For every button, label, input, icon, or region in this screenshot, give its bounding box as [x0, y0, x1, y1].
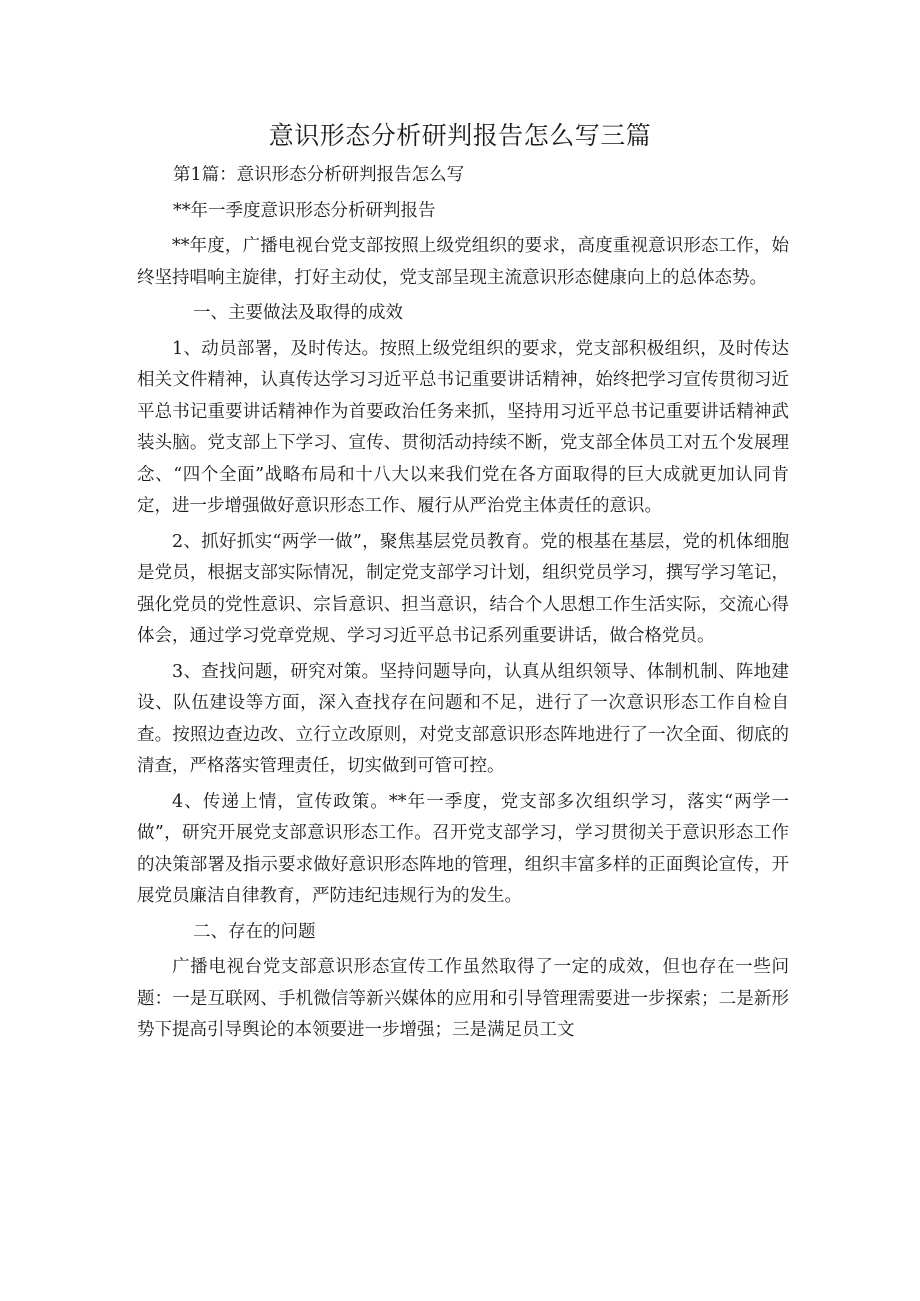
section-label: 第1篇：意识形态分析研判报告怎么写	[173, 165, 465, 185]
heading-achievements: 一、主要做法及取得的成效	[193, 303, 403, 323]
paragraph-item-3: 3、查找问题，研究对策。坚持问题导向，认真从组织领导、体制机制、阵地建设、队伍建设等方面，深入查找存在问题和不足，进行了一次意识形态工作自检自查。按照边查边改、立行立改原则，对党支部意识形态阵地进行了一次全面、彻底的清查，严格落实管理责任，切实做到可管可控。	[137, 661, 789, 776]
paragraph-item-4: 4、传递上情，宣传政策。**年一季度，党支部多次组织学习，落实“两学一做”，研究开展党支部意识形态工作。召开党支部学习，学习贯彻关于意识形态工作的决策部署及指示要求做好意识形态阵地的管理，组织丰富多样的正面舆论宣传，开展党员廉洁自律教育，严防违纪违规行为的发生。	[137, 791, 789, 906]
paragraph-problems: 广播电视台党支部意识形态宣传工作虽然取得了一定的成效，但也存在一些问题：一是互联网、手机微信等新兴媒体的应用和引导管理需要进一步探索；二是新形势下提高引导舆论的本领要进一步增强；三是满足员工文	[137, 957, 789, 1040]
heading-problems: 二、存在的问题	[193, 921, 316, 942]
report-title: **年一季度意识形态分析研判报告	[173, 200, 436, 221]
paragraph-item-1: 1、动员部署，及时传达。按照上级党组织的要求，党支部积极组织，及时传达相关文件精神，认真传达学习习近平总书记重要讲话精神，始终把学习宣传贯彻习近平总书记重要讲话精神作为首要政治任务来抓，坚持用习近平总书记重要讲话精神武装头脑。党支部上下学习、宣传、贯彻活动持续不断，党支部全体员工对五个发展理念、“四个全面”战略布局和十八大以来我们党在各方面取得的巨大成就更加认同肯定，进一步增强做好意识形态工作、履行从严治党主体责任的意识。	[137, 338, 789, 516]
paragraph-item-2: 2、抓好抓实“两学一做”，聚焦基层党员教育。党的根基在基层，党的机体细胞是党员，根据支部实际情况，制定党支部学习计划，组织党员学习，撰写学习笔记，强化党员的党性意识、宗旨意识、担当意识，结合个人思想工作生活实际，交流心得体会，通过学习党章党规、学习习近平总书记系列重要讲话，做合格党员。	[137, 531, 789, 646]
paragraph-intro: **年度，广播电视台党支部按照上级党组织的要求，高度重视意识形态工作，始终坚持唱响主旋律，打好主动仗，党支部呈现主流意识形态健康向上的总体态势。	[137, 236, 789, 288]
document-title: 意识形态分析研判报告怎么写三篇	[268, 121, 652, 150]
document-body	[137, 160, 789, 1047]
